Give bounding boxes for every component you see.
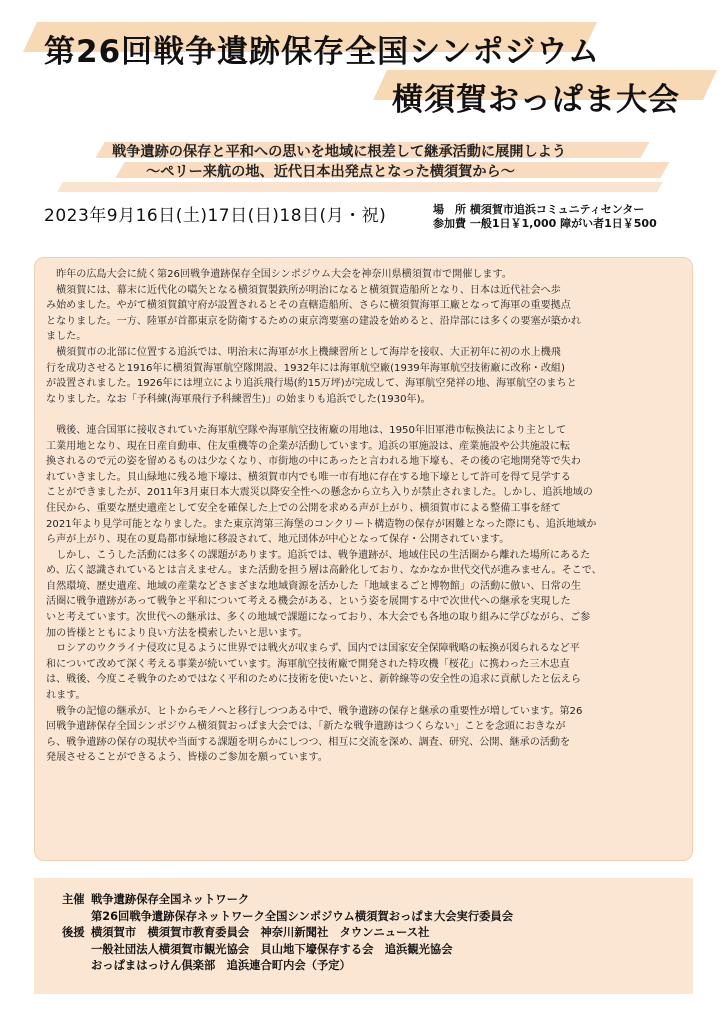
supporter-1: 横須賀市 横須賀市教育委員会 神奈川新聞社 タウンニュース社: [91, 926, 430, 940]
page-title-sub: 横須賀おっぱま大会: [392, 82, 680, 118]
paragraph-1: 昨年の広島大会に続く第26回戦争遺跡保存全国シンポジウム大会を神奈川県横須賀市で開催します。: [56, 269, 512, 280]
paragraph-gap: [46, 407, 676, 423]
organizer-label: 主催: [62, 893, 85, 906]
paragraph-2: 横須賀には、幕末に近代化の嚆矢となる横須賀製鉄所が明治になると横須賀造船所となり、日本は近代社会へ歩 み始めました。やがて横須賀鎮守府が設置されるとその直轄造船所、さらに横須賀海軍工廠となって海軍の重要拠点 となりました。一方、陸軍が首都東京を防衛するための東京湾要塞の建設を始めると、沿岸部には多くの要塞が築かれ ました。: [46, 284, 581, 343]
organizer-1: 戦争遺跡保存全国ネットワーク: [91, 893, 250, 906]
subtitle-line-2: 〜ペリー来航の地、近代日本出発点となった横須賀から〜: [146, 164, 515, 180]
subtitle-line-1: 戦争遺跡の保存と平和への思いを地域に根差して継承活動に展開しよう: [112, 144, 567, 160]
footer-credits: [62, 892, 513, 975]
support-label: 後援: [62, 926, 85, 940]
paragraph-7: 戦争の記憶の継承が、ヒトからモノへと移行しつつある中で、戦争遺跡の保存と継承の重要性が増しています。第26 回戦争遺跡保存全国シンポジウム横須賀おっぱま大会では、「新たな戦争遺跡はつくらない」ことを念頭におきなが ら、戦争遺跡の保存の現状や当面する課題を明らかにしつつ、相互に交流を深め、調査、研究、公開、継承の活動を 発展させることができるよう、皆様のご参加を願っています。: [46, 705, 583, 764]
event-venue: 場 所 横須賀市追浜コミュニティセンター: [433, 203, 645, 216]
paragraph-4: 戦後、連合国軍に接収されていた海軍航空隊や海軍航空技術廠の用地は、1950年旧軍港市転換法により主として 工業用地となり、現在日産自動車、住友重機等の企業が活動しています。追浜の軍施設は、産業施設や公共施設に転 換されるので元の姿を留めるものは少なくなり、市街地の中にあったと言われる地下壕も、その後の宅地開発等で失わ れていきました。貝山緑地に残る地下壕は、横須賀市内でも唯一市有地に存在する地下壕として許可を得て見学する ことができましたが、2011年3月東日本大震災以降安全性への懸念から立ち入りが禁止されました。しかし、追浜地域の 住民から、重要な歴史遺産として安全を確保した上での公開を求める声が上がり、横須賀市による整備工事を経て 2021年より見学可能となりました。また東京湾第三海堡のコンクリート構造物の保存が困難となった際にも、追浜地域か ら声が上がり、現在の夏島都市緑地に移設されて、地元団体が中心となって保存・公開されています。: [46, 424, 597, 546]
paragraph-6: ロシアのウクライナ侵攻に見るように世界では戦火が収まらず、国内では国家安全保障戦略の転換が図られるなど平 和について改めて深く考える事業が続いています。海軍航空技術廠で開発された特攻機「桜花」に携わった三木忠直 は、戦後、今度こそ戦争のためではなく平和のために技術を使いたいと、新幹線等の安全性の追求に貢献したと伝えら れます。: [46, 643, 581, 702]
page-title: 第26回戦争遺跡保存全国シンポジウム: [44, 34, 601, 70]
event-date: 2023年9月16日(土)17日(日)18日(月・祝): [44, 206, 387, 226]
organizer-2: 第26回戦争遺跡保存ネットワーク全国シンポジウム横須賀おっぱま大会実行委員会: [91, 909, 514, 923]
supporter-3: おっぱまはっけん倶楽部 追浜連合町内会（予定）: [91, 959, 351, 973]
supporter-2: 一般社団法人横須賀市観光協会 貝山地下壕保存する会 追浜観光協会: [91, 942, 453, 956]
paragraph-5: しかし、こうした活動には多くの課題があります。追浜では、戦争遺跡が、地域住民の生活圏から離れた場所にあるた め、広く認識されているとは言えません。また活動を担う層は高齢化しており、なかなか世代交代が進みません。そこで、 自然環境、歴史遺産、地域の産業などさまざまな地域資源を活かした「地域まるごと博物館」の活動に倣い、日常の生 活圏に戦争遺跡があって戦争と平和について考える機会がある、という姿を展開する中で次世代への継承を実現した いと考えています。次世代への継承は、多くの地域で課題になっており、本大会でも各地の取り組みに学びながら、ご参 加の皆様とともにより良い方法を模索したいと思います。: [46, 549, 602, 639]
paragraph-3: 横須賀市の北部に位置する追浜では、明治末に海軍が水上機練習所として海岸を接収、大正初年に初の水上機飛 行を成功させると1916年に横須賀海軍航空隊開設、1932年には海軍航空廠(1939年海軍航空技術廠に改称・改組) が設置されました。1926年には埋立により追浜飛行場(約15万坪)が完成して、海軍航空発祥の地、海軍航空のまちと なりました。なお「予科練(海軍飛行予科練習生)」の始まりも追浜でした(1930年)。: [46, 346, 577, 405]
subtitle-band-3: [57, 182, 663, 192]
event-fee: 参加費 一般1日￥1,000 障がい者1日￥500: [433, 217, 657, 230]
body-text: [46, 267, 676, 766]
event-venue-fee: [433, 203, 657, 231]
